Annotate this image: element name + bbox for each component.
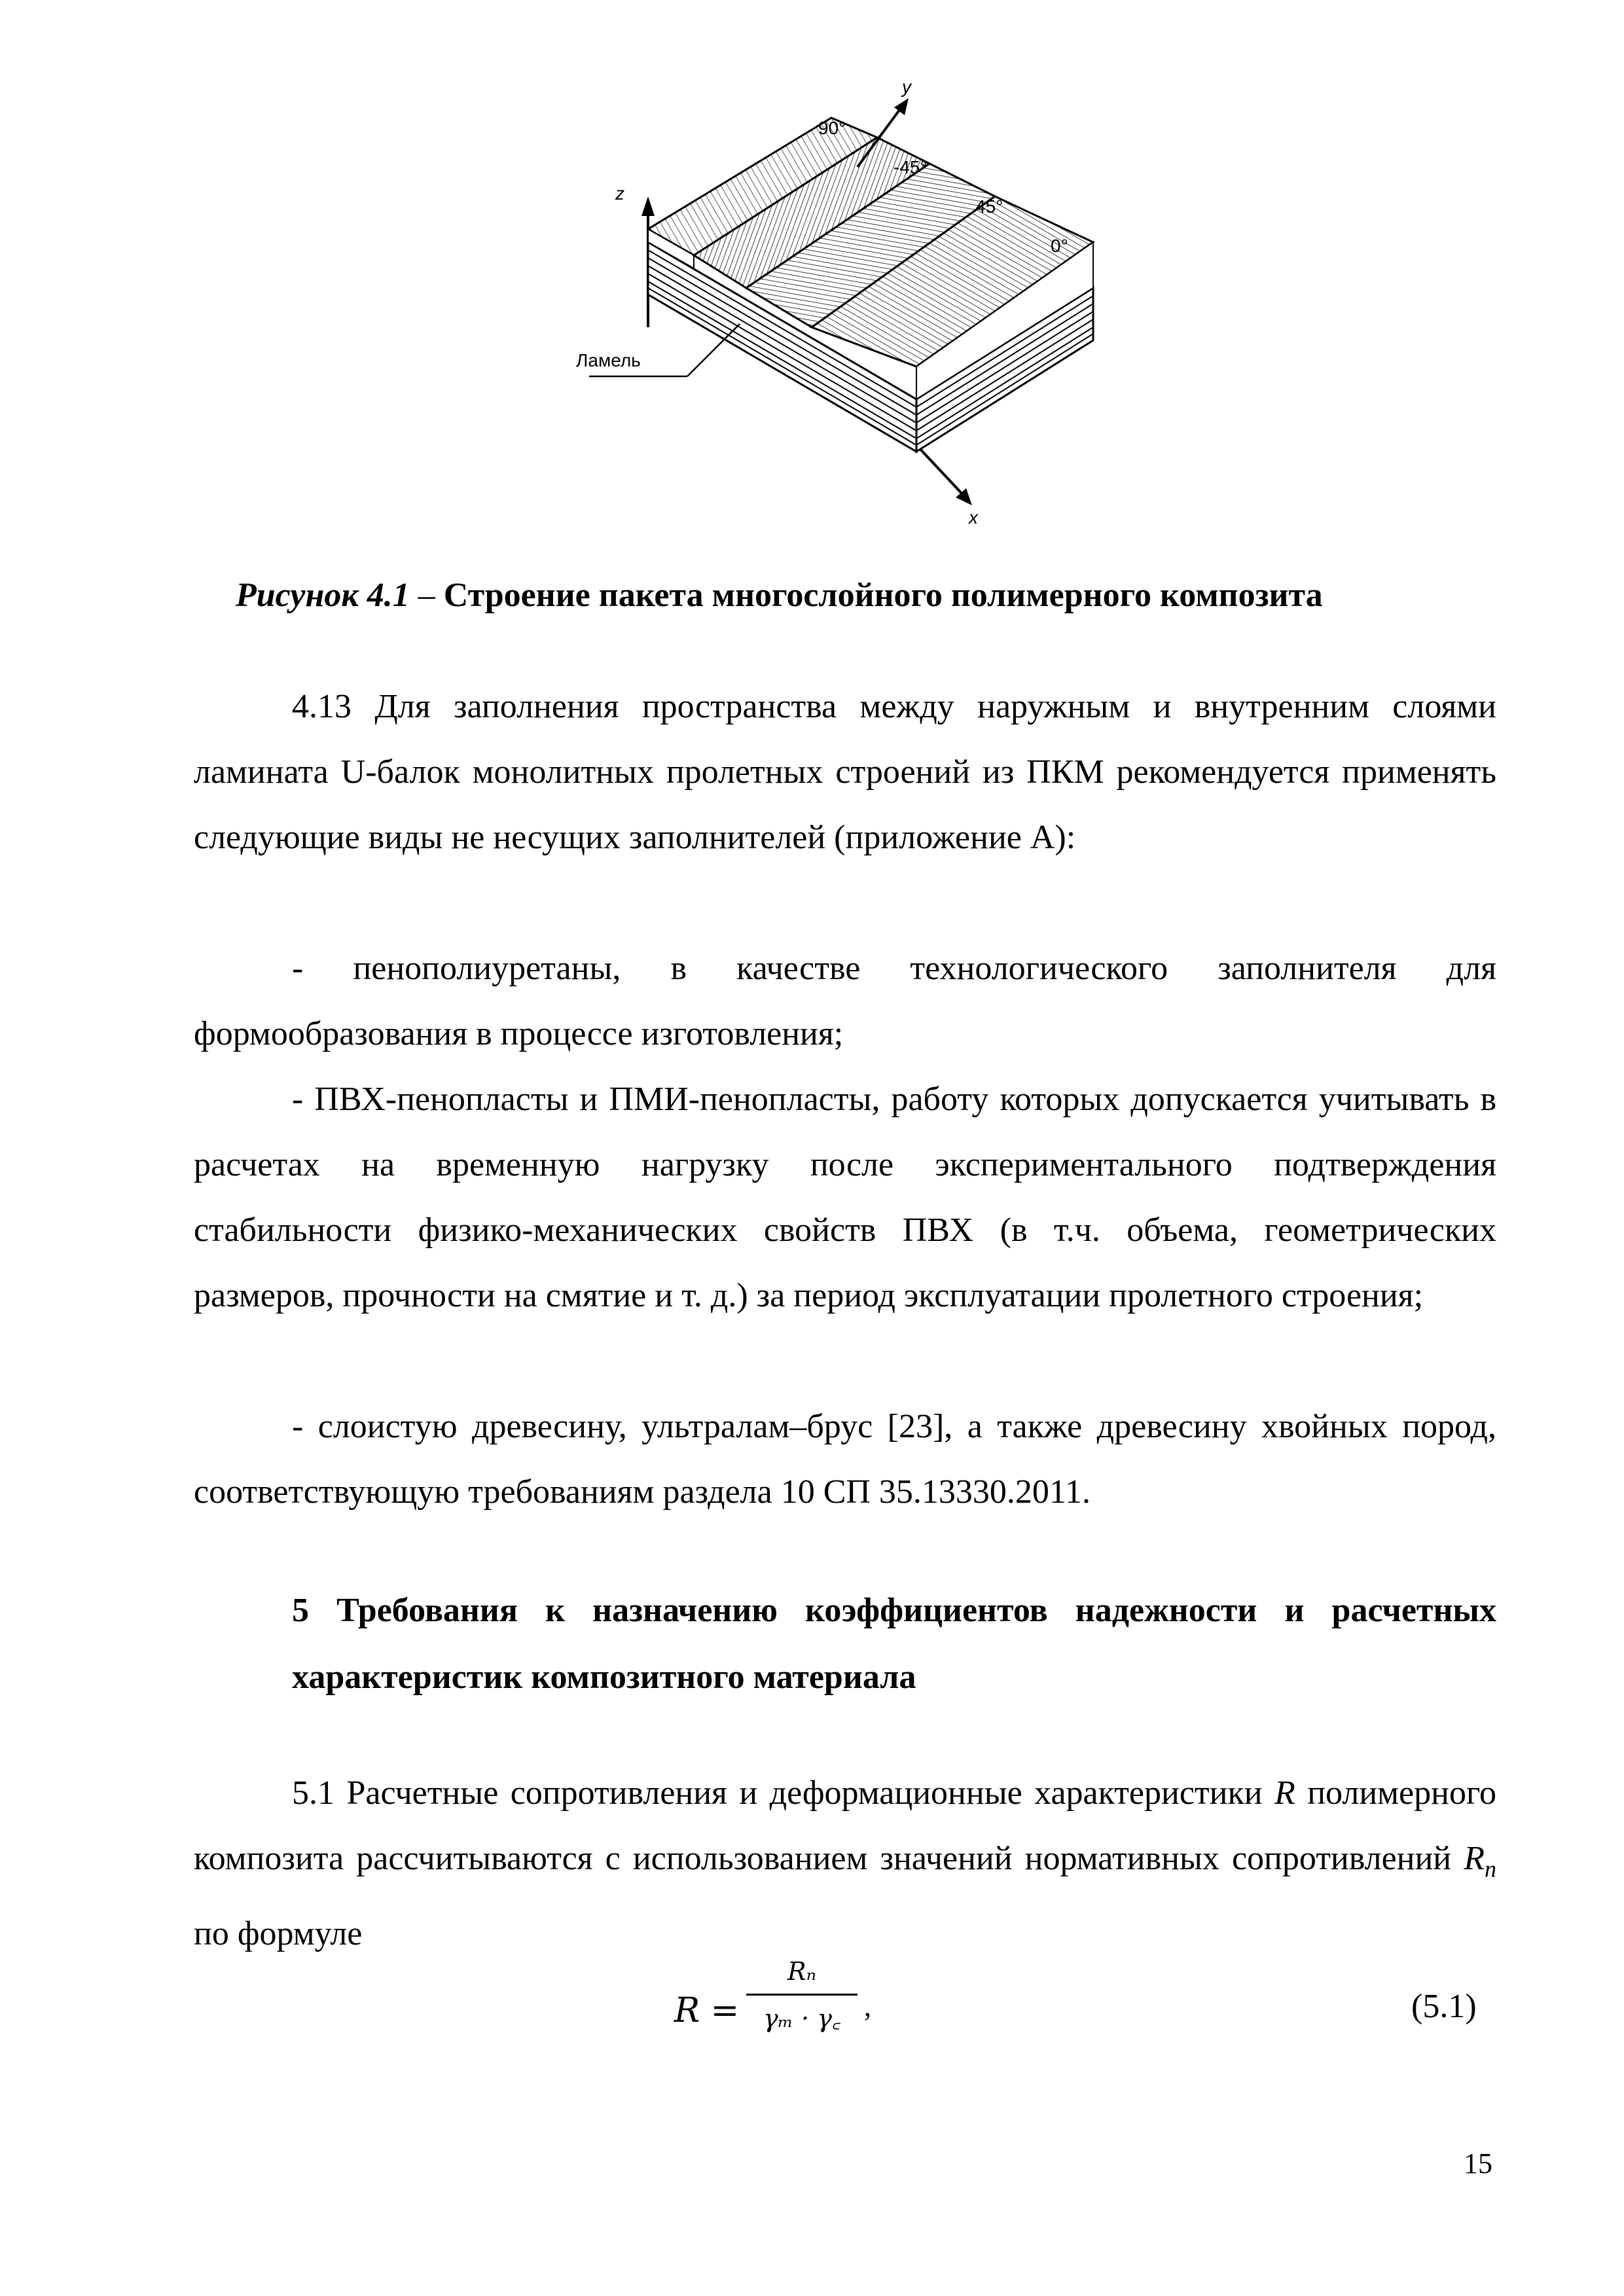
x-axis [916,445,972,505]
angle-0-label: 0° [1051,236,1068,256]
p51-text-1: 5.1 Расчетные сопротивления и деформационные характеристики [292,1774,1275,1812]
p51-text-2: полимерного композита рассчитываются с использованием значений нормативных сопротивлений [194,1774,1496,1877]
formula-5-1 [674,1957,936,2062]
list-item-wood: - слоистую древесину, ультралам–брус [23], а также древесину хвойных пород, соответствующую требованиям раздела 10 СП 35.13330.2011. [194,1408,1496,1511]
p51-symbol-R: R [1274,1774,1295,1812]
caption-dash: – [409,577,444,614]
fraction-bar [746,1994,857,1996]
formula-denominator: γₘ · γ꜀ [763,2004,841,2033]
formula-lhs: R = [674,1991,740,2030]
laminate-figure [550,79,1139,537]
list-item-pvc-foam: - ПВХ-пенопласты и ПМИ-пенопласты, работу которых допускается учитывать в расчетах на временную нагрузку после экспериментального подтверждения стабильности физико-механических свойств ПВХ (в т.ч. объема, геометрических размеров, прочности на смятие и т. д.) за период эксплуатации пролетного строения; [194,1081,1496,1314]
angle-45-label: 45° [975,196,1003,217]
caption-number: Рисунок 4.1 [236,577,410,614]
formula-fraction [746,1957,857,2035]
formula-numerator: Rₙ [787,1957,816,1986]
formula-comma: , [864,1990,871,2022]
angle-minus45-label: -45° [893,157,928,177]
page-number: 15 [1464,2147,1492,2179]
equation-number: (5.1) [1411,1988,1477,2025]
section-5-heading: 5 Требования к назначению коэффициентов надежности и расчетных характеристик композитного материала [292,1592,1496,1696]
figure-caption [236,576,1479,615]
list-item-polyurethane: - пенополиуретаны, в качестве технологического заполнителя для формообразования в процессе изготовления; [194,950,1496,1052]
y-axis-label: y [902,79,911,97]
p51-symbol-Rn-sub: n [1485,1856,1496,1882]
p51-text-3: по формуле [194,1915,363,1953]
p51-symbol-Rn-base: R [1464,1840,1485,1877]
paragraph-5-1 [194,1761,1496,1967]
x-axis-label: x [969,507,978,528]
paragraph-4-13: 4.13 Для заполнения пространства между наружным и внутренним слоями ламината U-балок монолитных пролетных строений из ПКМ рекомендуется применять следующие виды не несущих заполнителей (приложение А): [194,688,1496,856]
angle-90-label: 90° [818,118,846,138]
caption-title: Строение пакета многослойного полимерного композита [443,577,1323,614]
p51-symbol-Rn [1464,1840,1496,1882]
laminate-diagram [550,79,1139,537]
z-axis-label: z [615,183,624,204]
lamel-label: Ламель [576,350,641,370]
